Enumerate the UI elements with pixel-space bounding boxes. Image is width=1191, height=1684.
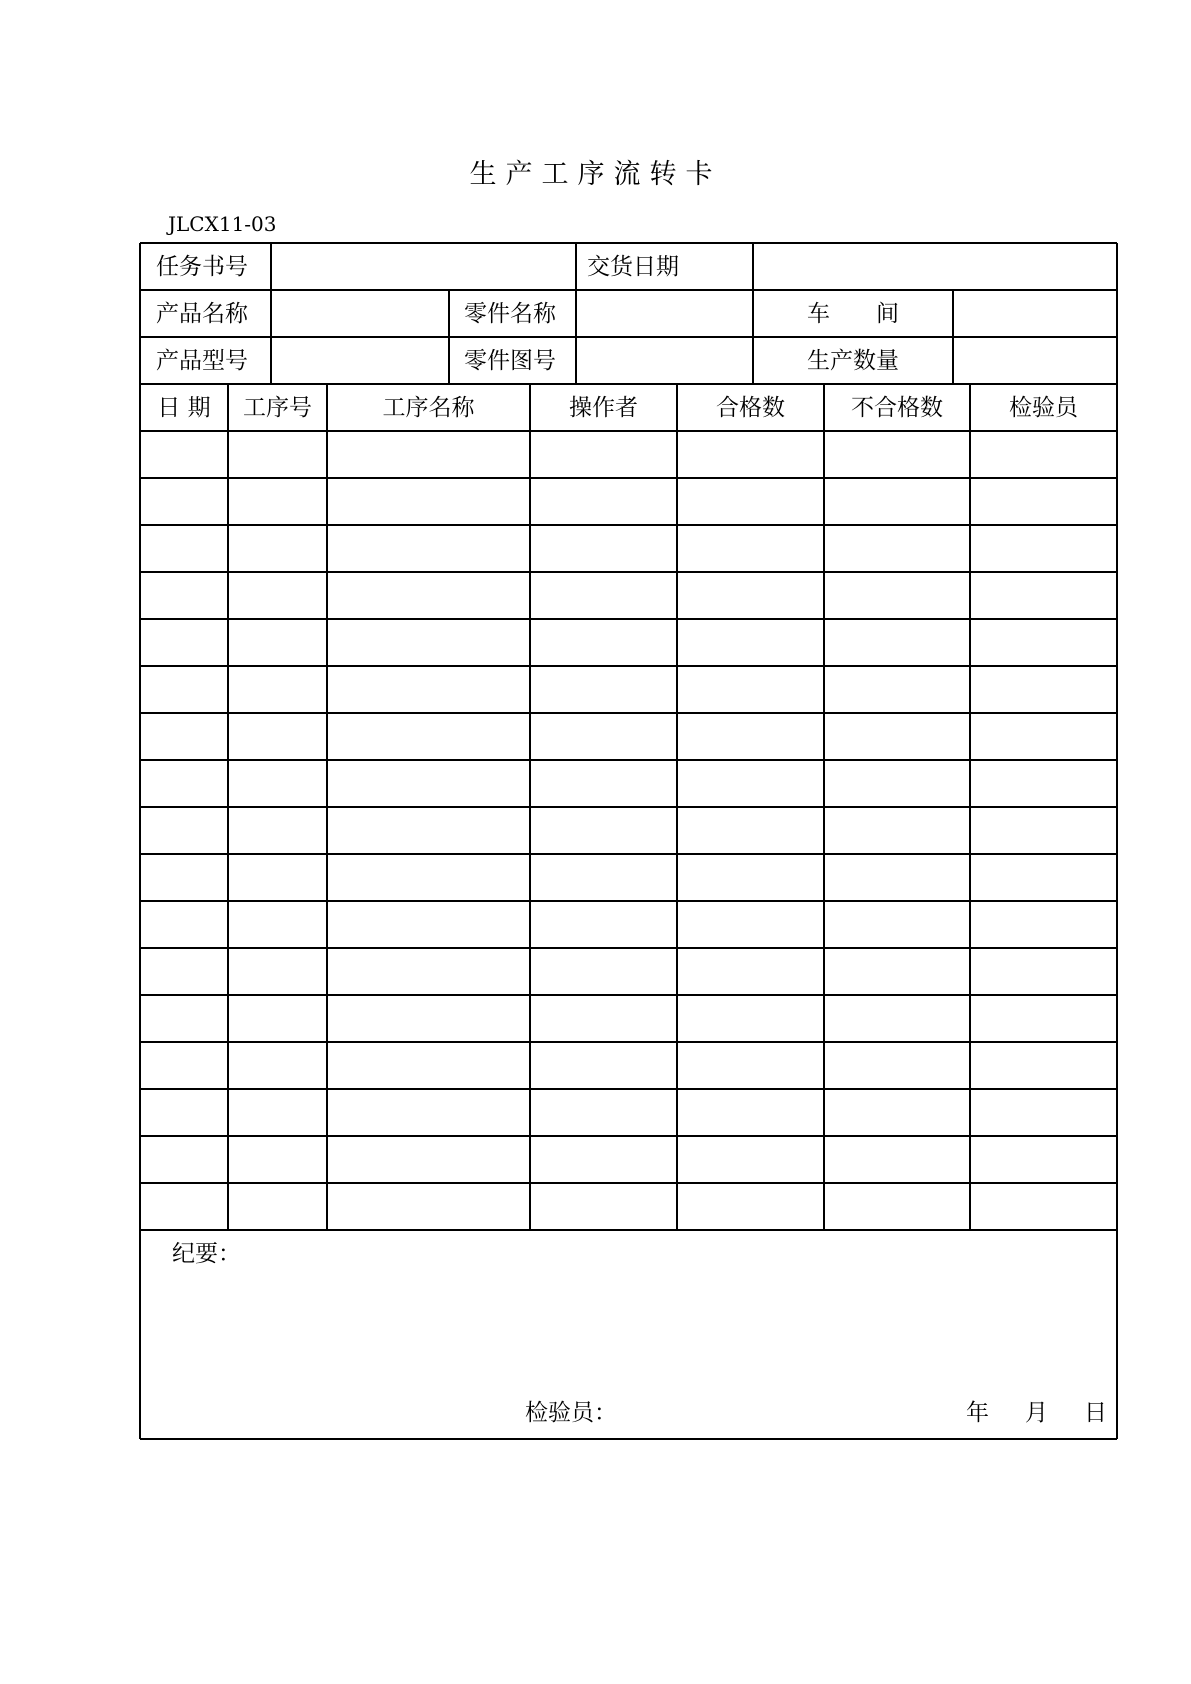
production-qty-label: 生产数量 [807, 347, 899, 374]
production-qty-field[interactable] [953, 337, 1117, 384]
col-process-name: 工序名称 [382, 394, 475, 421]
table-cell[interactable] [824, 807, 970, 854]
table-cell[interactable] [530, 1183, 677, 1230]
grid-line [448, 290, 450, 384]
table-cell[interactable] [824, 525, 970, 572]
grid-line [140, 1438, 1117, 1440]
table-cell[interactable] [228, 713, 327, 760]
table-cell[interactable] [140, 478, 228, 525]
table-cell[interactable] [228, 1042, 327, 1089]
table-cell[interactable] [824, 478, 970, 525]
table-cell[interactable] [824, 854, 970, 901]
table-cell[interactable] [327, 1183, 530, 1230]
grid-line [140, 242, 1117, 244]
footer-inspector-label: 检验员： [525, 1400, 617, 1426]
grid-line [139, 243, 141, 1439]
table-cell[interactable] [228, 431, 327, 478]
product-model-label: 产品型号 [156, 347, 248, 374]
table-cell[interactable] [327, 478, 530, 525]
table-cell[interactable] [140, 995, 228, 1042]
table-cell[interactable] [677, 807, 824, 854]
table-cell[interactable] [327, 525, 530, 572]
table-cell[interactable] [327, 1089, 530, 1136]
table-cell[interactable] [677, 995, 824, 1042]
table-cell[interactable] [140, 1089, 228, 1136]
table-cell[interactable] [530, 666, 677, 713]
table-cell[interactable] [530, 431, 677, 478]
table-cell[interactable] [530, 478, 677, 525]
table-cell[interactable] [970, 666, 1117, 713]
table-cell[interactable] [530, 525, 677, 572]
table-cell[interactable] [970, 995, 1117, 1042]
delivery-date-label: 交货日期 [587, 253, 679, 280]
grid-line [952, 290, 954, 384]
table-cell[interactable] [140, 525, 228, 572]
table-cell[interactable] [140, 854, 228, 901]
table-cell[interactable] [970, 713, 1117, 760]
grid-line [1116, 243, 1118, 1439]
table-cell[interactable] [530, 807, 677, 854]
table-cell[interactable] [228, 619, 327, 666]
col-operator: 操作者 [569, 394, 638, 421]
table-cell[interactable] [677, 572, 824, 619]
product-model-field[interactable] [271, 337, 449, 384]
product-name-field[interactable] [271, 290, 449, 337]
footer-month-label: 月 [1025, 1400, 1048, 1426]
table-cell[interactable] [530, 760, 677, 807]
table-cell[interactable] [824, 901, 970, 948]
table-cell[interactable] [228, 572, 327, 619]
grid-line [140, 336, 1117, 338]
table-cell[interactable] [140, 807, 228, 854]
table-cell[interactable] [824, 713, 970, 760]
page-title: 生产工序流转卡 [469, 159, 722, 190]
footer-date [966, 1399, 1107, 1427]
grid-line [140, 289, 1117, 291]
table-cell[interactable] [530, 572, 677, 619]
table-cell[interactable] [970, 854, 1117, 901]
table-cell[interactable] [327, 666, 530, 713]
table-cell[interactable] [327, 760, 530, 807]
table-cell[interactable] [970, 572, 1117, 619]
table-cell[interactable] [677, 713, 824, 760]
table-cell[interactable] [140, 1183, 228, 1230]
col-unqualified: 不合格数 [851, 394, 943, 421]
table-cell[interactable] [228, 1136, 327, 1183]
col-qualified: 合格数 [716, 394, 785, 421]
table-cell[interactable] [327, 619, 530, 666]
table-cell[interactable] [327, 572, 530, 619]
table-cell[interactable] [327, 948, 530, 995]
table-cell[interactable] [327, 431, 530, 478]
table-cell[interactable] [970, 1042, 1117, 1089]
grid-line [326, 384, 328, 1230]
table-cell[interactable] [140, 948, 228, 995]
table-cell[interactable] [530, 995, 677, 1042]
part-drawing-field[interactable] [576, 337, 753, 384]
table-cell[interactable] [970, 1089, 1117, 1136]
table-cell[interactable] [824, 760, 970, 807]
table-cell[interactable] [530, 619, 677, 666]
table-cell[interactable] [228, 854, 327, 901]
footer-year-label: 年 [966, 1400, 989, 1426]
grid-line [969, 384, 971, 1230]
table-cell[interactable] [327, 713, 530, 760]
table-cell[interactable] [327, 854, 530, 901]
table-cell[interactable] [530, 901, 677, 948]
table-cell[interactable] [228, 807, 327, 854]
table-cell[interactable] [140, 572, 228, 619]
table-cell[interactable] [327, 807, 530, 854]
notes-label: 纪要： [172, 1241, 241, 1267]
grid-line [823, 384, 825, 1230]
workshop-label: 车 间 [807, 300, 899, 327]
table-cell[interactable] [327, 1042, 530, 1089]
table-cell[interactable] [327, 995, 530, 1042]
grid-line [752, 243, 754, 384]
col-inspector: 检验员 [1009, 394, 1078, 421]
table-cell[interactable] [140, 619, 228, 666]
table-cell[interactable] [824, 948, 970, 995]
table-cell[interactable] [140, 760, 228, 807]
table-cell[interactable] [970, 1183, 1117, 1230]
table-cell[interactable] [970, 478, 1117, 525]
table-cell[interactable] [327, 1136, 530, 1183]
table-cell[interactable] [530, 854, 677, 901]
table-cell[interactable] [677, 431, 824, 478]
table-cell[interactable] [677, 901, 824, 948]
grid-line [575, 243, 577, 384]
table-cell[interactable] [677, 948, 824, 995]
table-cell[interactable] [824, 666, 970, 713]
table-cell[interactable] [824, 1136, 970, 1183]
table-cell[interactable] [677, 1183, 824, 1230]
table-cell[interactable] [228, 995, 327, 1042]
table-cell[interactable] [228, 1183, 327, 1230]
table-cell[interactable] [824, 995, 970, 1042]
part-name-field[interactable] [576, 290, 753, 337]
table-cell[interactable] [970, 807, 1117, 854]
table-cell[interactable] [530, 1089, 677, 1136]
table-cell[interactable] [970, 431, 1117, 478]
table-cell[interactable] [140, 431, 228, 478]
table-cell[interactable] [677, 525, 824, 572]
delivery-date-field[interactable] [753, 243, 1117, 290]
col-date: 日 期 [157, 394, 211, 421]
table-cell[interactable] [677, 760, 824, 807]
table-cell[interactable] [228, 1089, 327, 1136]
table-cell[interactable] [228, 760, 327, 807]
footer-day-label: 日 [1084, 1400, 1107, 1426]
table-cell[interactable] [824, 1089, 970, 1136]
table-cell[interactable] [970, 525, 1117, 572]
notes-section [140, 1230, 1117, 1439]
table-cell[interactable] [824, 1042, 970, 1089]
product-name-label: 产品名称 [156, 300, 248, 327]
table-cell[interactable] [327, 901, 530, 948]
table-cell[interactable] [824, 619, 970, 666]
table-cell[interactable] [140, 901, 228, 948]
table-cell[interactable] [970, 1136, 1117, 1183]
table-cell[interactable] [140, 666, 228, 713]
table-cell[interactable] [228, 478, 327, 525]
table-cell[interactable] [677, 666, 824, 713]
grid-line [676, 384, 678, 1230]
table-cell[interactable] [677, 1042, 824, 1089]
table-cell[interactable] [530, 1042, 677, 1089]
table-cell[interactable] [228, 666, 327, 713]
part-drawing-label: 零件图号 [464, 347, 556, 374]
table-cell[interactable] [530, 948, 677, 995]
table-cell[interactable] [530, 1136, 677, 1183]
table-cell[interactable] [228, 525, 327, 572]
task-no-field[interactable] [271, 243, 576, 290]
process-card-grid [140, 243, 1117, 1433]
table-cell[interactable] [228, 901, 327, 948]
table-cell[interactable] [677, 854, 824, 901]
task-no-label: 任务书号 [156, 253, 248, 280]
table-cell[interactable] [140, 1042, 228, 1089]
table-cell[interactable] [228, 948, 327, 995]
document-code: JLCX11-03 [168, 212, 277, 236]
table-cell[interactable] [677, 1136, 824, 1183]
grid-line [529, 384, 531, 1230]
grid-line [227, 384, 229, 1230]
table-cell[interactable] [140, 1136, 228, 1183]
table-cell[interactable] [677, 619, 824, 666]
table-cell[interactable] [824, 572, 970, 619]
table-cell[interactable] [970, 948, 1117, 995]
table-cell[interactable] [140, 713, 228, 760]
table-cell[interactable] [824, 431, 970, 478]
table-cell[interactable] [970, 760, 1117, 807]
table-cell[interactable] [970, 619, 1117, 666]
table-cell[interactable] [530, 713, 677, 760]
grid-line [270, 243, 272, 384]
table-cell[interactable] [677, 478, 824, 525]
workshop-field[interactable] [953, 290, 1117, 337]
table-cell[interactable] [824, 1183, 970, 1230]
part-name-label: 零件名称 [464, 300, 556, 327]
table-cell[interactable] [677, 1089, 824, 1136]
table-cell[interactable] [970, 901, 1117, 948]
col-process-no: 工序号 [243, 394, 312, 421]
